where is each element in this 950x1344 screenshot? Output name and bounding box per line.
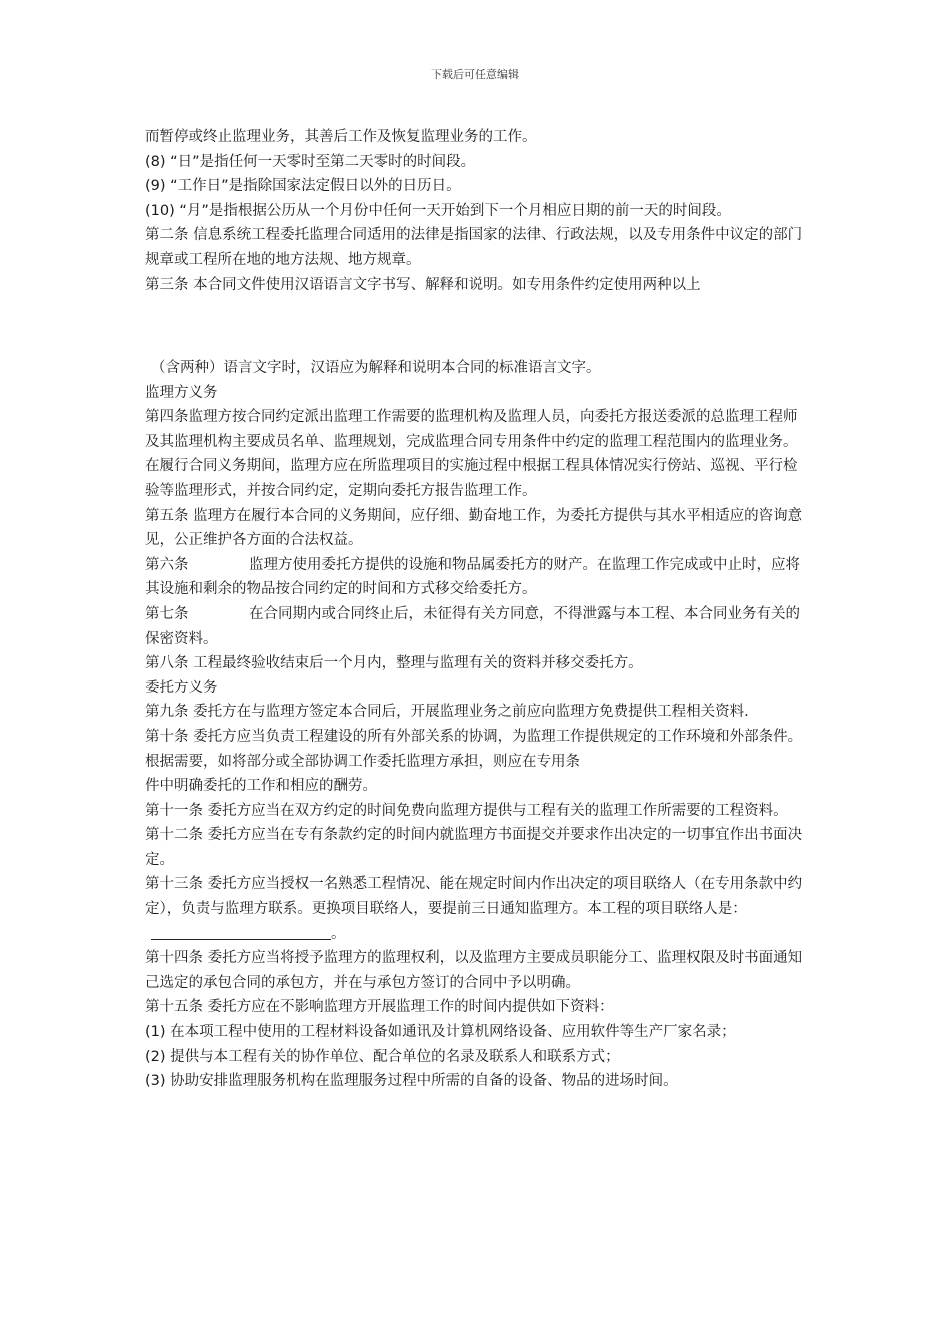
text-block-main <box>145 356 805 1094</box>
article-4: 第四条监理方按合同约定派出监理工作需要的监理机构及监理人员，向委托方报送委派的总监理工程师及其监理机构主要成员名单、监理规划，完成监理合同专用条件中约定的监理工程范围内的监理业务。在履行合同义务期间，监理方应在所监理项目的实施过程中根据工程具体情况实行傍站、巡视、平行检验等监理形式，并按合同约定，定期向委托方报告监理工作。 <box>145 409 798 499</box>
list-item-1: (1) 在本项工程中使用的工程材料设备如通讯及计算机网络设备、应用软件等生产厂家名录； <box>145 1024 736 1041</box>
article-6 <box>145 553 805 602</box>
article-7-label: 第七条 <box>145 605 189 622</box>
article-3: 第三条 本合同文件使用汉语语言文字书写、解释和说明。如专用条件约定使用两种以上 <box>145 276 701 293</box>
list-item-2: (2) 提供与本工程有关的协作单位、配合单位的名录及联系人和联系方式； <box>145 1048 620 1065</box>
article-13-end: 。 <box>331 925 346 942</box>
text-block-top <box>145 125 805 297</box>
article-7 <box>145 602 805 651</box>
article-8: 第八条 工程最终验收结束后一个月内，整理与监理有关的资料并移交委托方。 <box>145 655 643 672</box>
article-3-continued: （含两种）语言文字时，汉语应为解释和说明本合同的标准语言文字。 <box>151 360 601 376</box>
definition-item-9: (9) “工作日”是指除国家法定假日以外的日历日。 <box>145 178 461 195</box>
article-6-label: 第六条 <box>145 556 189 573</box>
article-6-text: 监理方使用委托方提供的设施和物品属委托方的财产。在监理工作完成或中止时，应将其设施和剩余的物品按合同约定的时间和方式移交给委托方。 <box>145 556 800 598</box>
article-11: 第十一条 委托方应当在双方约定的时间免费向监理方提供与工程有关的监理工作所需要的工程资料。 <box>145 802 788 819</box>
paragraph: 而暂停或终止监理业务，其善后工作及恢复监理业务的工作。 <box>145 129 537 145</box>
page-header: 下载后可任意编辑 <box>431 68 519 81</box>
section-heading-client-duties: 委托方义务 <box>145 679 218 696</box>
definition-item-10: (10) “月”是指根据公历从一个月份中任何一天开始到下一个月相应日期的前一天的时间段。 <box>145 202 731 219</box>
article-7-text: 在合同期内或合同终止后，未征得有关方同意，不得泄露与本工程、本合同业务有关的保密资料。 <box>145 605 800 647</box>
article-15: 第十五条 委托方应在不影响监理方开展监理工作的时间内提供如下资料： <box>145 999 614 1016</box>
article-5: 第五条 监理方在履行本合同的义务期间，应仔细、勤奋地工作，为委托方提供与其水平相适应的咨询意见，公正维护各方面的合法权益。 <box>145 507 803 549</box>
contact-person-blank[interactable] <box>151 925 331 940</box>
article-13-text: 第十三条 委托方应当授权一名熟悉工程情况、能在规定时间内作出决定的项目联络人（在专用条款中约定），负责与监理方联系。更换项目联络人，要提前三日通知监理方。本工程的项目联络人是： <box>145 876 803 918</box>
article-10-continued: 件中明确委托的工作和相应的酬劳。 <box>145 778 377 795</box>
list-item-3: (3) 协助安排监理服务机构在监理服务过程中所需的自备的设备、物品的进场时间。 <box>145 1073 678 1090</box>
article-13 <box>145 872 805 946</box>
article-10: 第十条 委托方应当负责工程建设的所有外部关系的协调，为监理工作提供规定的工作环境和外部条件。根据需要，如将部分或全部协调工作委托监理方承担，则应在专用条 <box>145 728 803 770</box>
definition-item-8: (8) “日”是指任何一天零时至第二天零时的时间段。 <box>145 153 476 170</box>
article-12: 第十二条 委托方应当在专有条款约定的时间内就监理方书面提交并要求作出决定的一切事宜作出书面决定。 <box>145 827 803 868</box>
section-heading-supervisor-duties: 监理方义务 <box>145 384 218 401</box>
article-9: 第九条 委托方在与监理方签定本合同后，开展监理业务之前应向监理方免费提供工程相关资料. <box>145 704 749 721</box>
article-2: 第二条 信息系统工程委托监理合同适用的法律是指国家的法律、行政法规，以及专用条件中议定的部门规章或工程所在地的地方法规、地方规章。 <box>145 227 803 268</box>
article-14: 第十四条 委托方应当将授予监理方的监理权利，以及监理方主要成员职能分工、监理权限及时书面通知己选定的承包合同的承包方，并在与承包方签订的合同中予以明确。 <box>145 950 803 991</box>
